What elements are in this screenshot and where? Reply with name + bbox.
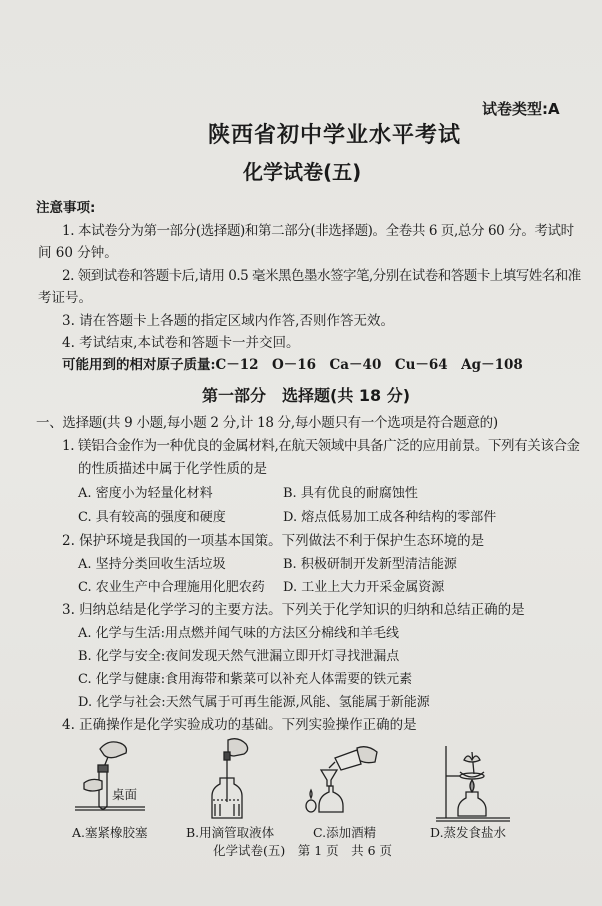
q3-option-b: B. 化学与安全:夜间发现天然气泄漏立即开灯寻找泄漏点 bbox=[78, 649, 400, 664]
note-3: 3. 请在答题卡上各题的指定区域内作答,否则作答无效。 bbox=[62, 313, 394, 329]
figure-a-caption: A.塞紧橡胶塞 bbox=[72, 825, 148, 840]
page-subtitle: 化学试卷(五) bbox=[243, 160, 362, 184]
q2-option-b: B. 积极研制开发新型清洁能源 bbox=[283, 557, 457, 572]
figure-b-dropper-diagram bbox=[200, 738, 260, 823]
note-1-line-1: 1. 本试卷分为第一部分(选择题)和第二部分(非选择题)。全卷共 6 页,总分 60 分。考试时 bbox=[62, 223, 574, 239]
q1-stem-line-2: 的性质描述中属于化学性质的是 bbox=[78, 461, 267, 477]
q2-option-a: A. 坚持分类回收生活垃圾 bbox=[78, 557, 226, 572]
q1-option-b: B. 具有优良的耐腐蚀性 bbox=[283, 486, 418, 501]
paper-type: 试卷类型:A bbox=[482, 100, 560, 118]
note-2-line-1: 2. 领到试卷和答题卡后,请用 0.5 毫米黑色墨水签字笔,分别在试卷和答题卡上填写姓名和准 bbox=[62, 268, 581, 284]
q3-option-a: A. 化学与生活:用点燃并闻气味的方法区分棉线和羊毛线 bbox=[78, 626, 400, 641]
page-footer: 化学试卷(五) 第 1 页 共 6 页 bbox=[213, 843, 393, 858]
notes-heading: 注意事项: bbox=[36, 200, 96, 216]
q3-option-c: C. 化学与健康:食用海带和紫菜可以补充人体需要的铁元素 bbox=[78, 672, 413, 687]
q1-option-a: A. 密度小为轻量化材料 bbox=[78, 486, 213, 501]
figure-a-stopper-diagram bbox=[70, 735, 170, 820]
desk-label: 桌面 bbox=[112, 787, 138, 802]
q1-stem-line-1: 1. 镁铝合金作为一种优良的金属材料,在航天领域中具备广泛的应用前景。下列有关该合金 bbox=[62, 438, 580, 454]
q4-stem: 4. 正确操作是化学实验成功的基础。下列实验操作正确的是 bbox=[62, 717, 417, 733]
note-2-line-2: 考证号。 bbox=[38, 290, 92, 306]
q3-stem: 3. 归纳总结是化学学习的主要方法。下列关于化学知识的归纳和总结正确的是 bbox=[62, 602, 525, 618]
figure-d-caption: D.蒸发食盐水 bbox=[430, 825, 507, 840]
q1-option-d: D. 熔点低易加工成各种结构的零部件 bbox=[283, 510, 497, 525]
q2-stem: 2. 保护环境是我国的一项基本国策。下列做法不利于保护生态环境的是 bbox=[62, 533, 485, 549]
figure-b-caption: B.用滴管取液体 bbox=[186, 825, 275, 840]
q2-option-c: C. 农业生产中合理施用化肥农药 bbox=[78, 580, 265, 595]
part1-instruction: 一、选择题(共 9 小题,每小题 2 分,计 18 分,每小题只有一个选项是符合题意的) bbox=[36, 415, 498, 431]
q2-option-d: D. 工业上大力开采金属资源 bbox=[283, 580, 445, 595]
figure-c-caption: C.添加酒精 bbox=[313, 825, 377, 840]
figure-d-evaporation-diagram bbox=[430, 742, 520, 824]
atomic-mass-line: 可能用到的相对原子质量:C－12 O－16 Ca－40 Cu－64 Ag－108 bbox=[62, 357, 523, 373]
note-4: 4. 考试结束,本试卷和答题卡一并交回。 bbox=[62, 335, 300, 351]
figure-c-alcohol-lamp-diagram bbox=[305, 740, 385, 820]
part1-title: 第一部分 选择题(共 18 分) bbox=[202, 386, 411, 405]
page-title: 陕西省初中学业水平考试 bbox=[208, 123, 462, 148]
note-1-line-2: 间 60 分钟。 bbox=[38, 245, 118, 261]
q1-option-c: C. 具有较高的强度和硬度 bbox=[78, 510, 226, 525]
q3-option-d: D. 化学与社会:天然气属于可再生能源,风能、氢能属于新能源 bbox=[78, 695, 430, 710]
